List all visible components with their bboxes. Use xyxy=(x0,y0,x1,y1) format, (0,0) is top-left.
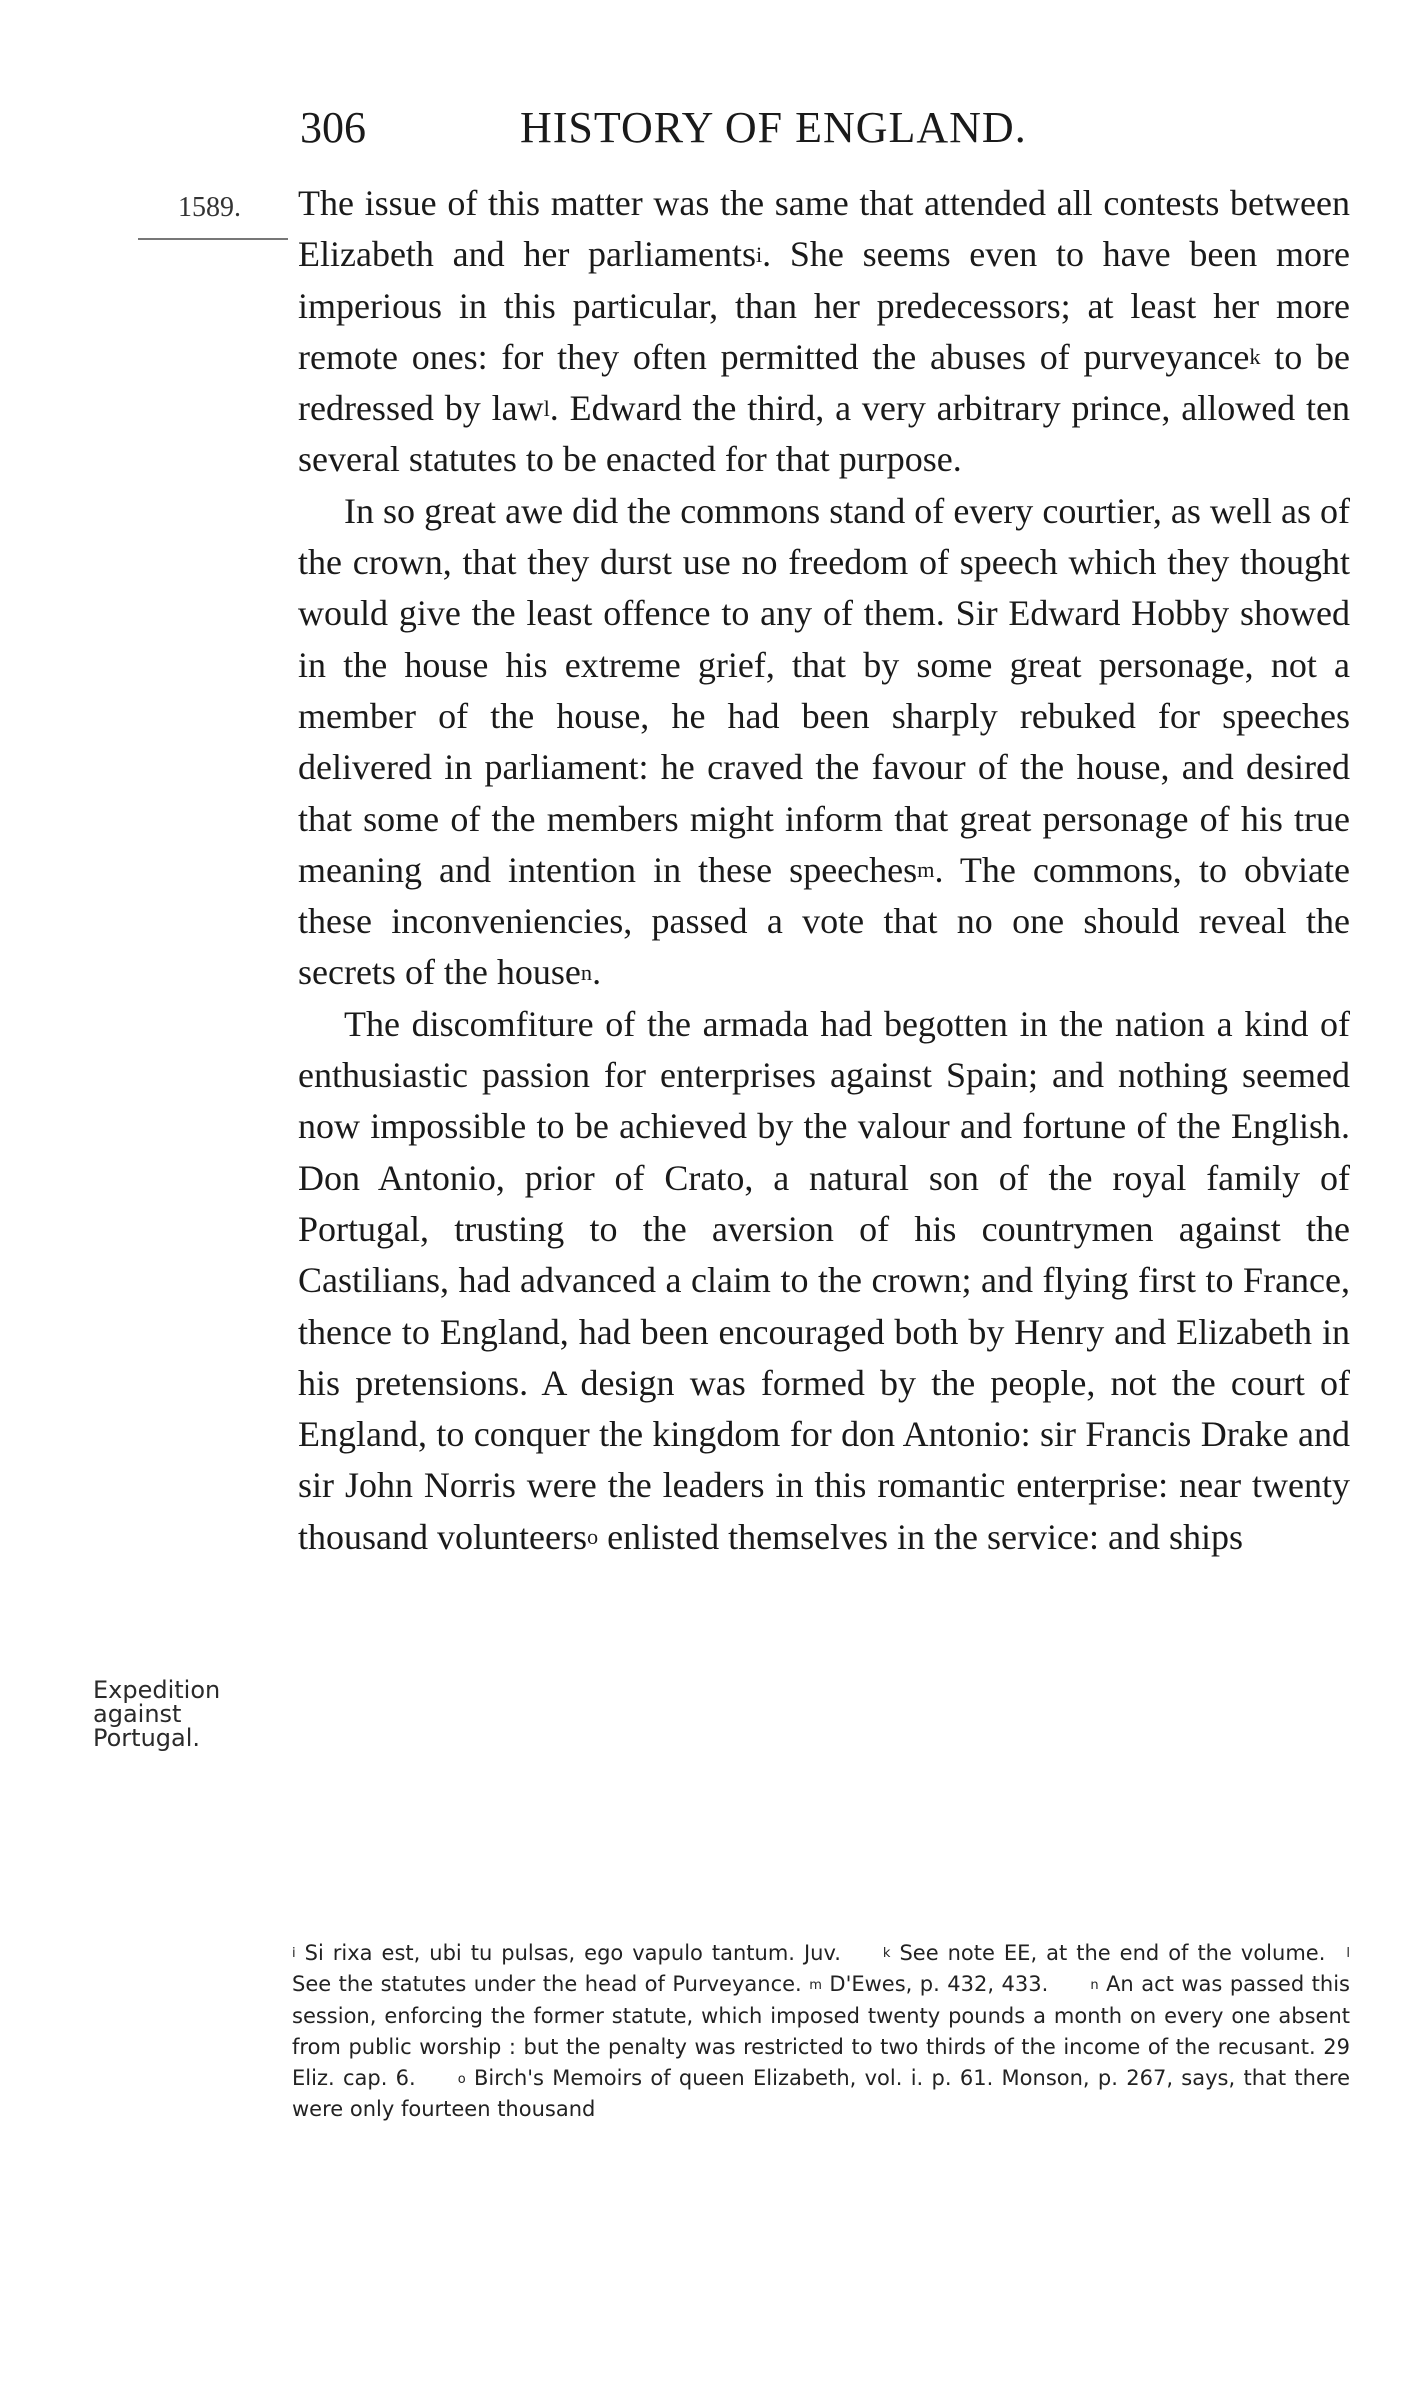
paragraph-3 xyxy=(298,999,1350,1563)
footnote-text-i: Si rixa est, ubi tu pulsas, ego vapulo tantum. Juv. xyxy=(295,1941,841,1965)
paragraph-3-text-1: The discomfiture of the armada had begotten in the nation a kind of enthusiastic passion for enterprises against Spain; and nothing seemed now impossible to be achieved by the valour and fortune of the English. Don Antonio, prior of Crato, a natural son of the royal family of Portugal, trusting to the aversion of his countrymen against the Castilians, had advanced a claim to the crown; and flying first to France, thence to England, had been encouraged both by Henry and Elizabeth in his pretensions. A design was formed by the people, not the court of England, to conquer the kingdom for don Antonio: sir Francis Drake and sir John Norris were the leaders in this romantic enterprise: near twenty thousand volunteers xyxy=(298,1003,1350,1557)
footnote-ref-n: n xyxy=(580,960,593,985)
paragraph-2 xyxy=(298,486,1350,999)
paragraph-1 xyxy=(298,178,1350,486)
footnote-ref-i: i xyxy=(755,241,763,267)
page-header xyxy=(0,98,1421,158)
footnote-text-n: An act was passed this session, enforcing the former statute, which imposed twenty pounds a month on every one absent from public worship : but the penalty was restricted to two thirds of the income of the recusant. 29 Eliz. cap. 6. xyxy=(292,1972,1350,2091)
footnote-text-m: D'Ewes, p. 432, 433. xyxy=(821,1972,1049,1997)
paragraph-2-text-1: In so great awe did the commons stand of every courtier, as well as of the crown, that they durst use no freedom of speech which they thought would give the least offence to any of them. Sir Edward Hobby showed in the house his extreme grief, that by some great personage, not a member of the house, he had been sharply rebuked for speeches delivered in parliament: he craved the favour of the house, and desired that some of the members might inform that great personage of his true meaning and intention in these speeches xyxy=(298,490,1350,890)
footnote-text-k: See note EE, at the end of the volume. xyxy=(890,1941,1326,1965)
footnote-mark-i: i xyxy=(292,1946,296,1962)
paragraph-2-text-2: . The commons, to obviate these inconveniencies, passed a vote that no one should reveal the secrets of the house xyxy=(298,849,1350,993)
footnotes xyxy=(292,1938,1350,2126)
paragraph-2-text-3: . xyxy=(592,952,602,993)
paragraph-3-text-2: enlisted themselves in the service: and ships xyxy=(598,1516,1243,1557)
footnote-text-l: See the statutes under the head of Purveyance. xyxy=(292,1972,802,1997)
footnote-mark-l: l xyxy=(1346,1946,1350,1962)
running-title: HISTORY OF ENGLAND. xyxy=(520,103,1027,152)
footnote-mark-o: o xyxy=(457,2071,466,2087)
footnote-ref-k: k xyxy=(1249,344,1261,370)
paragraph-1-text-1: The issue of this matter was the same that attended all contests between Elizabeth and her parliaments xyxy=(298,183,1350,275)
footnote-mark-k: k xyxy=(882,1946,891,1962)
paragraph-1-text-3: to be redressed by law xyxy=(298,336,1351,429)
paragraph-1-text-2: . She seems even to have been more imperious in this particular, than her predecessors; at least her more remote ones: for they often permitted the abuses of purveyance xyxy=(298,234,1350,377)
page-number: 306 xyxy=(300,103,366,152)
footnote-ref-l: l xyxy=(543,395,550,421)
footnote-mark-n: n xyxy=(1090,1977,1099,1993)
footnote-text-o: Birch's Memoirs of queen Elizabeth, vol. i. p. 61. Monson, p. 267, says, that there were only fourteen thousand xyxy=(292,2066,1350,2122)
body-text xyxy=(298,178,1350,1563)
margin-year: 1589. xyxy=(178,192,241,223)
margin-note: Expedition against Portugal. xyxy=(93,1676,221,1752)
paragraph-1-text-4: . Edward the third, a very arbitrary prince, allowed ten several statutes to be enacted for that purpose. xyxy=(298,388,1350,480)
footnote-ref-o: o xyxy=(586,1524,599,1550)
margin-rule xyxy=(138,238,288,240)
footnote-mark-m: m xyxy=(809,1977,822,1993)
footnote-ref-m: m xyxy=(917,857,935,883)
